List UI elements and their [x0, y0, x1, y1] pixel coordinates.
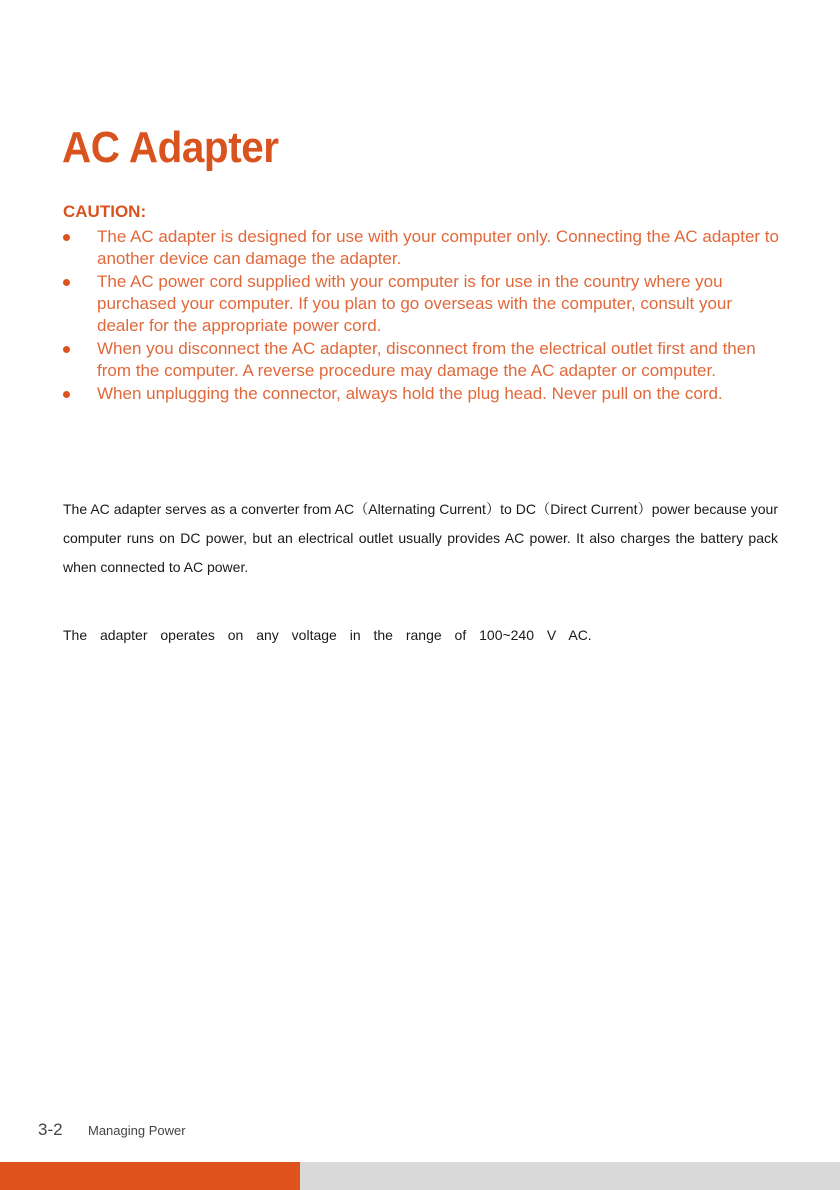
body-paragraph: The adapter operates on any voltage in the range of 100~240 V AC. [63, 627, 592, 643]
footer-accent-bar [0, 1162, 300, 1190]
caution-item-text: The AC power cord supplied with your computer is for use in the country where you purchased your computer. If you plan to go overseas with the computer, consult your dealer for the appropriate power cord. [97, 272, 733, 335]
bullet-icon [63, 279, 70, 286]
caution-item-text: When you disconnect the AC adapter, disconnect from the electrical outlet first and then from the computer. A reverse procedure may damage the AC adapter or computer. [97, 339, 756, 380]
caution-item [63, 338, 781, 382]
caution-item [63, 226, 781, 270]
caution-list [63, 226, 781, 406]
body-paragraph: The AC adapter serves as a converter from AC（Alternating Current）to DC（Direct Current）power because your computer runs on DC power, but an electrical outlet usually provides AC power. It also charges the battery pack when connected to AC power. [63, 501, 778, 575]
bullet-icon [63, 234, 70, 241]
footer-gray-bar [300, 1162, 840, 1190]
caution-item [63, 383, 781, 405]
caution-item-text: The AC adapter is designed for use with your computer only. Connecting the AC adapter to another device can damage the adapter. [97, 227, 779, 268]
footer-section-title: Managing Power [88, 1123, 186, 1138]
caution-heading: CAUTION: [63, 202, 147, 221]
bullet-icon [63, 391, 70, 398]
caution-item [63, 271, 781, 337]
caution-item-text: When unplugging the connector, always hold the plug head. Never pull on the cord. [97, 384, 723, 403]
footer-page-number: 3-2 [38, 1120, 63, 1139]
bullet-icon [63, 346, 70, 353]
page-title: AC Adapter [62, 123, 279, 172]
